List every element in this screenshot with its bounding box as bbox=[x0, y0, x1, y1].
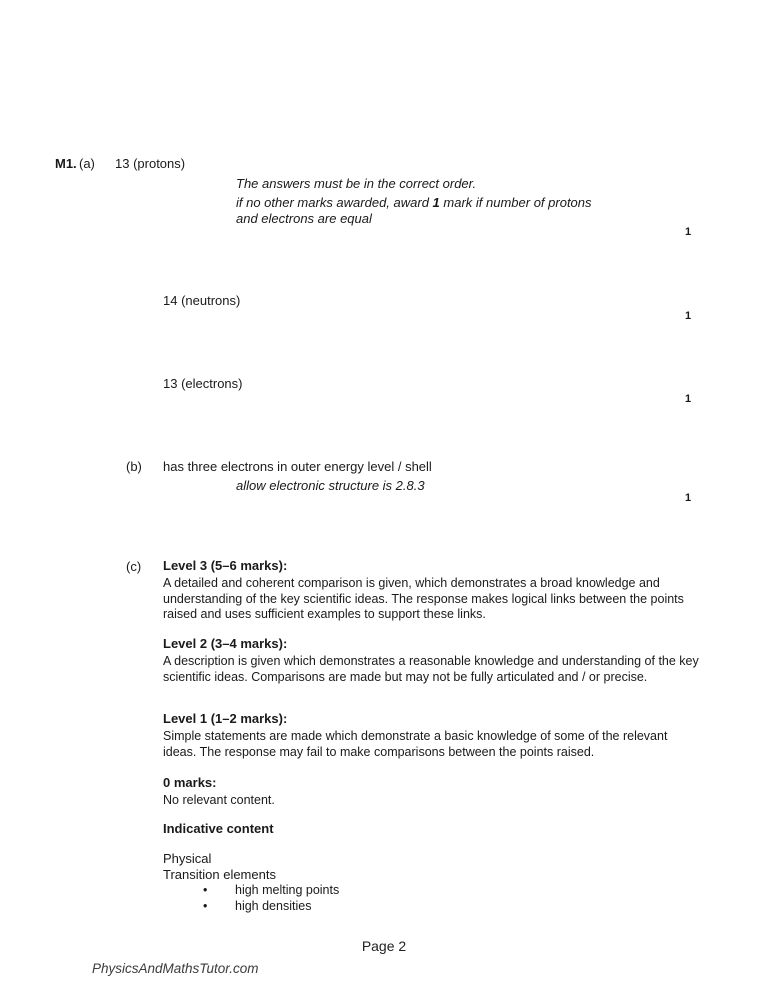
level-1-description: Simple statements are made which demonstrate a basic knowledge of some of the relevant ideas. The response may fail to make comparisons between the points raised. bbox=[163, 729, 668, 759]
zero-marks-heading: 0 marks: bbox=[163, 775, 217, 790]
mark-value-a3: 1 bbox=[684, 393, 692, 405]
level-3-description: A detailed and coherent comparison is given, which demonstrates a broad knowledge and understanding of the key scientific ideas. The response makes logical links between the points raised and uses sufficient examples to support these links. bbox=[163, 576, 684, 622]
guidance-bold-mark: 1 bbox=[432, 195, 440, 210]
bullet-text: high melting points bbox=[235, 883, 340, 897]
page-number: Page 2 bbox=[361, 938, 407, 954]
site-watermark: PhysicsAndMathsTutor.com bbox=[92, 961, 259, 976]
part-c-label: (c) bbox=[126, 559, 142, 574]
indicative-content-heading: Indicative content bbox=[163, 821, 274, 836]
bullet-icon: • bbox=[203, 899, 208, 913]
part-b-guidance: allow electronic structure is 2.8.3 bbox=[236, 478, 425, 493]
part-a-answer-1: 13 (protons) bbox=[115, 156, 186, 171]
zero-marks-description: No relevant content. bbox=[163, 793, 275, 807]
level-3-heading: Level 3 (5–6 marks): bbox=[163, 558, 288, 573]
indicative-category: Physical bbox=[163, 851, 212, 866]
part-a-guidance-line-3: and electrons are equal bbox=[236, 211, 372, 226]
guidance-text-post: mark if number of protons bbox=[439, 195, 592, 210]
indicative-group: Transition elements bbox=[163, 867, 276, 882]
level-2-description: A description is given which demonstrates a reasonable knowledge and understanding of the key scientific ideas. Comparisons are made but may not be fully articulated and / or precise. bbox=[163, 654, 699, 684]
mark-value-b: 1 bbox=[684, 492, 692, 504]
mark-value-a2: 1 bbox=[684, 310, 692, 322]
level-2-block bbox=[163, 636, 703, 685]
level-3-block bbox=[163, 558, 703, 623]
part-a-guidance-line-2 bbox=[236, 195, 592, 211]
bullet-text: high densities bbox=[235, 899, 312, 913]
zero-marks-block bbox=[163, 775, 703, 809]
part-b-answer: has three electrons in outer energy level / shell bbox=[163, 459, 432, 474]
part-a-label: (a) bbox=[79, 156, 95, 171]
question-number: M1. bbox=[55, 156, 77, 171]
bullet-item bbox=[203, 899, 311, 915]
level-1-block bbox=[163, 711, 703, 760]
part-a-guidance-line-1: The answers must be in the correct order. bbox=[236, 176, 477, 191]
guidance-text-pre: if no other marks awarded, award bbox=[236, 195, 433, 210]
part-a-answer-2: 14 (neutrons) bbox=[163, 293, 241, 308]
bullet-item bbox=[203, 883, 339, 899]
mark-value-a1: 1 bbox=[684, 226, 692, 238]
bullet-icon: • bbox=[203, 883, 208, 897]
level-2-heading: Level 2 (3–4 marks): bbox=[163, 636, 288, 651]
part-b-label: (b) bbox=[126, 459, 142, 474]
part-a-answer-3: 13 (electrons) bbox=[163, 376, 243, 391]
level-1-heading: Level 1 (1–2 marks): bbox=[163, 711, 288, 726]
